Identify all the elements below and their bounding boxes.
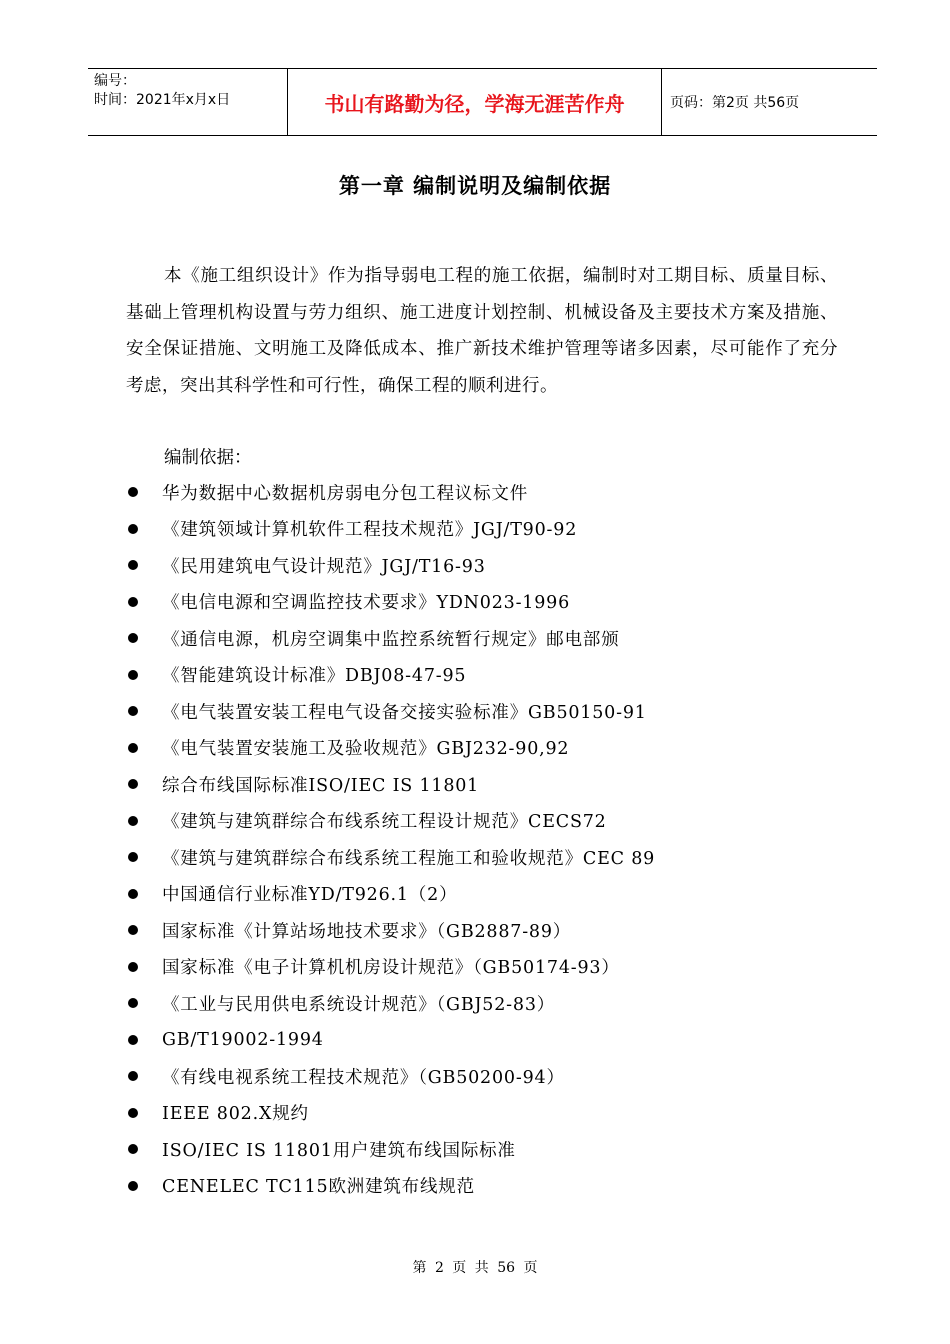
basis-item-text: 《通信电源，机房空调集中监控系统暂行规定》邮电部颁 xyxy=(162,629,620,650)
bullet-icon xyxy=(128,925,138,935)
bullet-icon xyxy=(128,597,138,607)
basis-item-text: 《有线电视系统工程技术规范》（GB50200-94） xyxy=(162,1067,565,1088)
basis-list-item xyxy=(126,620,866,657)
bullet-icon xyxy=(128,998,138,1008)
bullet-icon xyxy=(128,560,138,570)
basis-item-text: 《建筑与建筑群综合布线系统工程设计规范》CECS72 xyxy=(162,812,607,833)
basis-list xyxy=(126,474,866,1204)
header-motto: 书山有路勤为径，学海无涯苦作舟 xyxy=(288,69,662,135)
basis-item-text: 国家标准《电子计算机机房设计规范》（GB50174-93） xyxy=(162,958,620,979)
header-meta xyxy=(88,69,288,135)
bullet-icon xyxy=(128,889,138,899)
basis-item-text: 《电信电源和空调监控技术要求》YDN023-1996 xyxy=(162,593,571,614)
basis-list-item xyxy=(126,1131,866,1168)
bullet-icon xyxy=(128,962,138,972)
basis-list-item xyxy=(126,657,866,694)
bullet-icon xyxy=(128,816,138,826)
basis-item-text: 《电气装置安装施工及验收规范》GBJ232-90,92 xyxy=(162,739,570,760)
basis-item-text: 中国通信行业标准YD/T926.1（2） xyxy=(162,885,458,906)
bullet-icon xyxy=(128,779,138,789)
basis-item-text: 《建筑与建筑群综合布线系统工程施工和验收规范》CEC 89 xyxy=(162,848,656,869)
basis-item-text: 《民用建筑电气设计规范》JGJ/T16-93 xyxy=(162,556,486,577)
intro-paragraph: 本《施工组织设计》作为指导弱电工程的施工依据，编制时对工期目标、质量目标、基础上管理机构设置与劳力组织、施工进度计划控制、机械设备及主要技术方案及措施、安全保证措施、文明施工及降低成本、推广新技术维护管理等诸多因素，尽可能作了充分考虑，突出其科学性和可行性，确保工程的顺利进行。 xyxy=(126,266,838,396)
basis-list-item xyxy=(126,511,866,548)
bullet-icon xyxy=(128,524,138,534)
time-label: 时间：2021年x月x日 xyxy=(94,92,231,108)
basis-item-text: GB/T19002-1994 xyxy=(162,1029,324,1050)
bullet-icon xyxy=(128,1035,138,1045)
bullet-icon xyxy=(128,1181,138,1191)
basis-list-item xyxy=(126,1095,866,1132)
bullet-icon xyxy=(128,1144,138,1154)
number-label: 编号： xyxy=(94,73,136,89)
basis-list-item xyxy=(126,803,866,840)
bullet-icon xyxy=(128,487,138,497)
basis-list-item xyxy=(126,1058,866,1095)
basis-list-item xyxy=(126,766,866,803)
basis-list-item xyxy=(126,547,866,584)
basis-item-text: CENELEC TC115欧洲建筑布线规范 xyxy=(162,1177,475,1198)
bullet-icon xyxy=(128,670,138,680)
document-header xyxy=(88,68,877,136)
basis-item-text: 《电气装置安装工程电气设备交接实验标准》GB50150-91 xyxy=(162,702,647,723)
basis-item-text: IEEE 802.X规约 xyxy=(162,1104,309,1125)
bullet-icon xyxy=(128,1071,138,1081)
basis-list-item xyxy=(126,474,866,511)
bullet-icon xyxy=(128,706,138,716)
bullet-icon xyxy=(128,743,138,753)
basis-list-item xyxy=(126,730,866,767)
header-page-info: 页码：第2页 共56页 xyxy=(670,95,800,111)
basis-list-item xyxy=(126,985,866,1022)
basis-item-text: 国家标准《计算站场地技术要求》（GB2887-89） xyxy=(162,921,572,942)
basis-item-text: 综合布线国际标准ISO/IEC IS 11801 xyxy=(162,775,480,796)
basis-item-text: 《智能建筑设计标准》DBJ08-47-95 xyxy=(162,666,467,687)
basis-list-item xyxy=(126,1022,866,1059)
basis-label: 编制依据： xyxy=(164,448,252,468)
basis-list-item xyxy=(126,584,866,621)
basis-list-item xyxy=(126,912,866,949)
bullet-icon xyxy=(128,852,138,862)
basis-list-item xyxy=(126,876,866,913)
basis-item-text: 《建筑领域计算机软件工程技术规范》JGJ/T90-92 xyxy=(162,520,578,541)
basis-list-item xyxy=(126,949,866,986)
basis-item-text: 《工业与民用供电系统设计规范》（GBJ52-83） xyxy=(162,994,556,1015)
basis-list-item xyxy=(126,839,866,876)
bullet-icon xyxy=(128,633,138,643)
basis-item-text: 华为数据中心数据机房弱电分包工程议标文件 xyxy=(162,483,528,504)
chapter-title: 第一章 编制说明及编制依据 xyxy=(338,174,612,198)
basis-list-item xyxy=(126,693,866,730)
basis-item-text: ISO/IEC IS 11801用户建筑布线国际标准 xyxy=(162,1140,516,1161)
basis-list-item xyxy=(126,1168,866,1205)
page-footer: 第 2 页 共 56 页 xyxy=(412,1260,538,1276)
bullet-icon xyxy=(128,1108,138,1118)
